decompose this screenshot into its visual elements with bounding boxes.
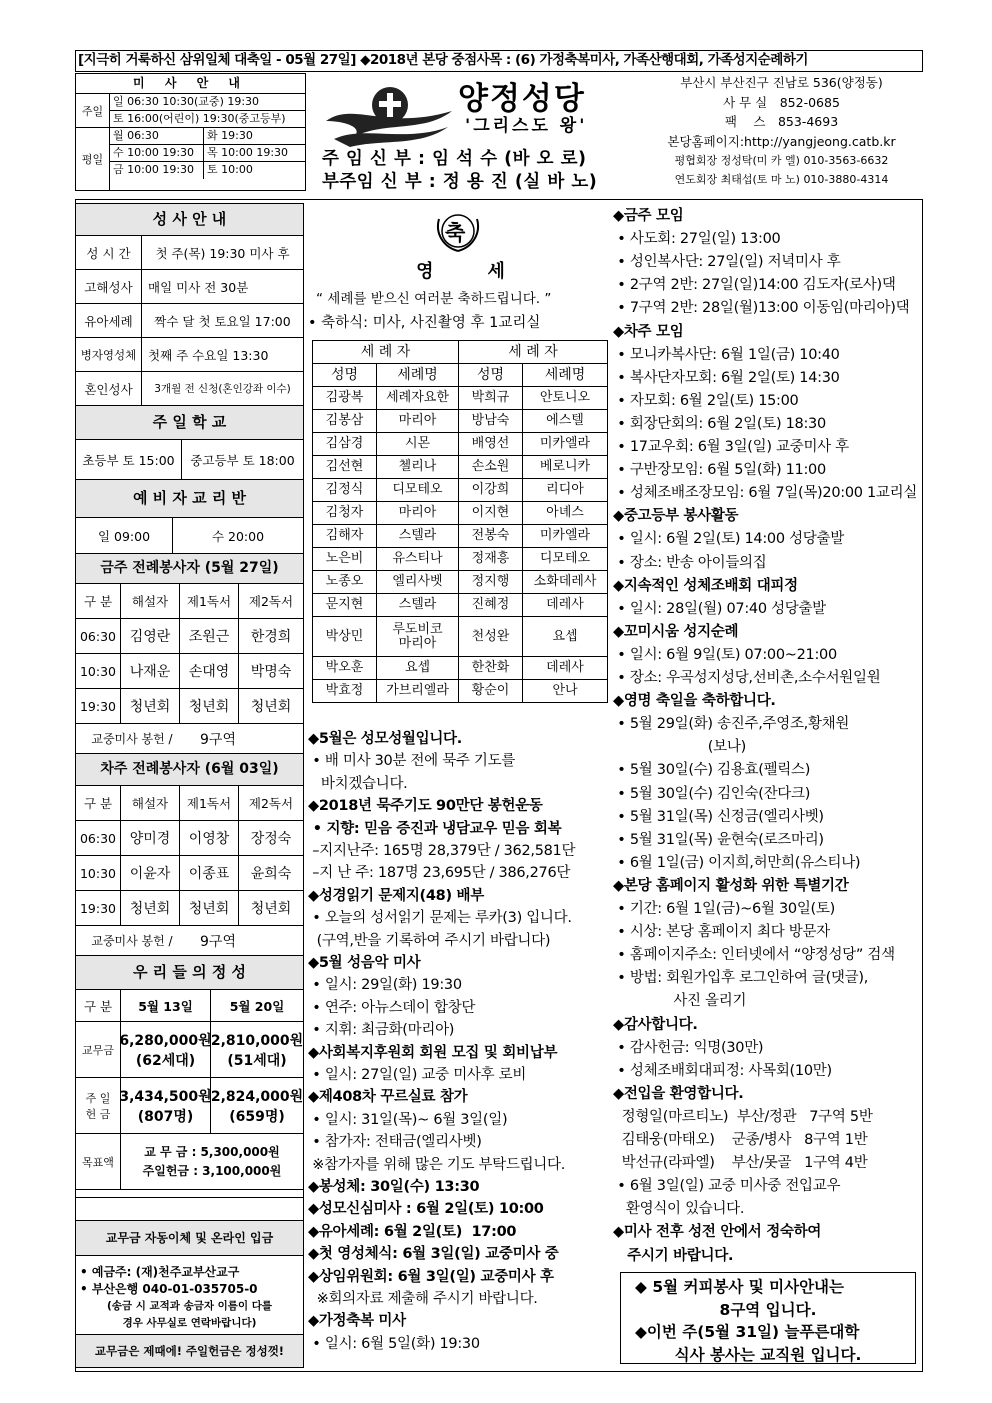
table-row: 김봉삼 마리아 방남숙 에스텔 [313, 410, 608, 433]
notice-line: • 5월 30일(수) 김용효(펠릭스) [613, 762, 811, 779]
notice-line: • 일시: 6월 2일(토) 14:00 성당출발 [613, 531, 844, 548]
notice-heading: ◆첫 영성체식: 6월 3일(일) 교중미사 중 [308, 1246, 559, 1263]
notice-line: 박선규(라파엘) 부산/못골 1구역 4반 [613, 1155, 868, 1172]
sunday-school-title: 주 일 학 교 [76, 406, 303, 440]
notice-line: • 지휘: 최금화(마리아) [308, 1022, 455, 1039]
notice-heading: ◆중고등부 봉사활동 [613, 508, 739, 525]
middle-column [308, 203, 613, 1368]
servers-row: 19:30 청년회 청년회 청년회 [76, 689, 303, 724]
notice-line: • 6월 3일(일) 교중 미사중 전입교우 [613, 1178, 841, 1195]
notice-line: (구역,반을 기록하여 주시기 바랍니다) [308, 932, 551, 949]
notice-line: 8구역 입니다. [719, 1300, 817, 1319]
notice-line: ※회의자료 제출해 주시기 바랍니다. [308, 1291, 538, 1307]
notice-heading: ◆미사 전후 성전 안에서 정숙하여 [613, 1224, 822, 1241]
notice-line: • 일시: 6월 9일(토) 07:00~21:00 [613, 646, 837, 663]
table-row: 김선현 첼리나 손소원 베로니카 [313, 456, 608, 479]
notice-heading: ◆상임위원회: 6월 3일(일) 교중미사 후 [308, 1268, 554, 1285]
pastor: 주 임 신 부 : 임 석 수 (바 오 로) [322, 149, 587, 169]
notice-line: • 감사헌금: 익명(30만) [613, 1039, 764, 1056]
offering-head: 구 분 5월 13일 5월 20일 [76, 990, 303, 1022]
notice-line: 정형일(마르티노) 부산/정관 7구역 5반 [613, 1108, 873, 1125]
notice-line: • 2구역 2반: 27일(일)14:00 김도자(로사)댁 [613, 277, 896, 294]
notice-line: • 성체조배회대피정: 사목회(10만) [613, 1062, 832, 1079]
servers-this-week-title: 금주 전례봉사자 (5월 27일) [76, 554, 303, 584]
servers-row: 06:30 양미경 이영창 장정숙 [76, 821, 303, 856]
notice-line: • 5월 31일(목) 신정금(엘리사벳) [613, 808, 824, 825]
sunday-school-row: 초등부 토 15:00 중고등부 토 18:00 [76, 440, 303, 480]
servers-head: 구 분 해설자 제1독서 제2독서 [76, 584, 303, 619]
table-row: 김삼경 시몬 배영선 미카엘라 [313, 433, 608, 456]
weekday-label: 평일 [76, 128, 110, 190]
notice-heading: ◆성모신심미사 : 6월 2일(토) 10:00 [308, 1201, 544, 1218]
sacrament-row: 성 시 간 첫 주(목) 19:30 미사 후 [76, 236, 303, 270]
notice-heading: ◆전입을 환영합니다. [613, 1085, 744, 1102]
servers-row: 06:30 김영란 조원근 한경희 [76, 619, 303, 654]
notice-line: • 복사단자모회: 6월 2일(토) 14:30 [613, 369, 840, 386]
table-row: 김청자 마리아 이지현 아녜스 [313, 502, 608, 525]
table-row: 김광복 세례자요한 박희규 안토니오 [313, 387, 608, 410]
right-column [613, 203, 923, 1368]
notice-heading: ◆사회복지후원회 회원 모집 및 회비납부 [308, 1044, 558, 1061]
notice-heading: ◆지속적인 성체조배회 대피정 [613, 577, 798, 594]
catechumen-row: 일 09:00 수 20:00 [76, 518, 303, 554]
notice-heading: ◆5월은 성모성월입니다. [308, 731, 462, 747]
sacraments-title: 성 사 안 내 [76, 204, 303, 236]
notice-heading: ◆차주 모임 [613, 323, 684, 340]
church-name: 양정성당 [458, 81, 586, 117]
sacrament-row: 혼인성사 3개월 전 신청(혼인강좌 이수) [76, 372, 303, 406]
notice-line: • 구반장모임: 6월 5일(화) 11:00 [613, 462, 826, 479]
sunday-label: 주일 [76, 94, 110, 128]
notice-line: 사진 올리기 [613, 993, 747, 1010]
mass-schedule [75, 73, 306, 191]
notice-heading: ◆영명 축일을 축하합니다. [613, 693, 776, 710]
notice-line: • 모니카복사단: 6월 1일(금) 10:40 [613, 346, 840, 363]
table-row: 박오훈 요셉 한찬화 데레사 [313, 657, 608, 680]
mass-row: 토 16:00(어린이) 19:30(중고등부) [110, 111, 305, 128]
mass-row: 일 06:30 10:30(교중) 19:30 [110, 94, 305, 111]
fax: 팩 스 853-4693 [724, 114, 839, 129]
notice-heading: ◆금주 모임 [613, 208, 684, 224]
notice-line: • 7구역 2반: 28일(월)13:00 이동임(마리아)댁 [613, 300, 910, 317]
notice-line: • 홈페이지주소: 인터넷에서 “양정성당” 검색 [613, 947, 895, 964]
notice-line: • 일시: 27일(일) 교중 미사후 로비 [308, 1067, 527, 1083]
offering-footer: 교무금은 제때에! 주일헌금은 정성껏! [76, 1334, 303, 1367]
church-header [318, 73, 630, 191]
catechumen-title: 예 비 자 교 리 반 [76, 480, 303, 518]
table-row: 박효정 가브리엘라 황순이 안나 [313, 680, 608, 703]
notice-line: • 성인복사단: 27일(일) 저녁미사 후 [613, 254, 841, 271]
mass-row: 금 10:00 19:30 토 10:00 [110, 162, 305, 179]
servers-head: 구 분 해설자 제1독서 제2독서 [76, 786, 303, 821]
sacrament-row: 고해성사 매일 미사 전 30분 [76, 270, 303, 304]
servers-row: 10:30 나재운 손대영 박명숙 [76, 654, 303, 689]
left-column [75, 203, 304, 1368]
tithe-row: 교무금 6,280,000원 (62세대) 2,810,000원 (51세대) [76, 1022, 303, 1078]
baptism-celebrate: • 축하식: 미사, 사진촬영 후 1교리실 [308, 315, 541, 331]
office-phone: 사 무 실 852-0685 [723, 94, 840, 110]
notice-line: • 일시: 6월 5일(화) 19:30 [308, 1335, 480, 1352]
notice-line: 김태웅(마태오) 군종/병사 8구역 1반 [613, 1132, 868, 1148]
baptism-greeting: “ 세례를 받으신 여러분 축하드립니다. ” [316, 291, 552, 307]
offer-row: 교중미사 봉헌 / 9구역 [76, 724, 303, 754]
table-row: 박상민 루도비코 마리아 천성완 요셉 [313, 617, 608, 657]
header-banner: [지극히 거룩하신 삼위일체 대축일 - 05월 27일] ◆2018년 본당 중점사목 : (6) 가정축복미사, 가족산행대회, 가족성지순례하기 [75, 50, 923, 72]
account-info: • 예금주: (재)천주교부산교구 • 부산은행 040-01-035705-0 (송금 시 교적과 송금자 이름이 다를 경우 사무실로 연락바랍니다) [80, 1265, 273, 1329]
baptism-table: 세 례 자 세 례 자 성명 세례명 성명 세례명 김광복 세례자요한 박희규 안토니오 김봉삼 마리아 방남숙 에스텔 김삼경 시몬 배영선 미카엘라 김선현 첼리나 손소원 베로니카 김정식 디모테오 이강희 리디아 김청자 마리아 이지현 아녜스 김해자 스텔라 전봉숙 미카엘라 노은비 유스티나 정재흥 디모테오 노종오 엘리사벳 정지행 소화데레사 문지현 스텔라 진혜정 데레사 박상민 루도비코 마리아 천성완 요셉 박오훈 요셉 한찬화 데레사 박효정 가브리엘라 황순이 안나 [312, 340, 608, 703]
notice-line: • 장소: 우곡성지성당,선비촌,소수서원일원 [613, 670, 881, 686]
notice-heading: 주시기 바랍니다. [613, 1247, 734, 1264]
notice-line: • 5월 31일(목) 윤현숙(로즈마리) [613, 831, 824, 848]
notice-line: • 연주: 아뉴스데이 합창단 [308, 999, 476, 1016]
notice-line: • 장소: 반송 아이들의집 [613, 554, 767, 571]
notice-line: • 자모회: 6월 2일(토) 15:00 [613, 392, 799, 409]
associate-pastor: 부주임 신 부 : 정 용 진 (실 바 노) [322, 172, 598, 192]
servers-row: 10:30 이윤자 이종표 윤희숙 [76, 856, 303, 891]
address: 부산시 부산진구 진남로 536(양정동) [680, 75, 883, 90]
notice-line: • 6월 1일(금) 이지희,허만희(유스티나) [613, 854, 861, 871]
notice-heading: ◆2018년 묵주기도 90만단 봉헌운동 [308, 798, 543, 815]
notice-line: • 17교우회: 6월 3일(일) 교중미사 후 [613, 439, 849, 455]
sacrament-row: 병자영성체 첫째 주 수요일 13:30 [76, 338, 303, 372]
baptism-title: 영 세 [416, 261, 505, 282]
table-row: 노은비 유스티나 정재흥 디모테오 [313, 548, 608, 571]
yeondo-president: 연도회장 최태섭(토 마 노) 010-3880-4314 [674, 173, 889, 186]
notice-line: • 5월 29일(화) 송진주,주영조,황채원 [613, 716, 850, 733]
notice-heading: ◆성경읽기 문제지(48) 배부 [308, 887, 484, 904]
notice-line: ◆이번 주(5월 31일) 늘푸른대학 [635, 1323, 860, 1341]
notice-line: • 방법: 회원가입후 로그인하여 글(댓글), [613, 970, 869, 987]
notice-line: • 회장단회의: 6월 2일(토) 18:30 [613, 415, 826, 432]
notice-line: 식사 봉사는 교직원 입니다. [674, 1345, 862, 1364]
notice-line: • 시상: 본당 홈페이지 최다 방문자 [613, 924, 830, 941]
notice-line: –지지난주: 165명 28,379단 / 362,581단 [308, 843, 576, 859]
service-notice-box [620, 1272, 916, 1364]
church-subtitle: '그리스도 왕' [465, 116, 588, 136]
table-row: 노종오 엘리사벳 정지행 소화데레사 [313, 571, 608, 594]
table-row: 김해자 스텔라 전봉숙 미카엘라 [313, 525, 608, 548]
table-row: 문지현 스텔라 진혜정 데레사 [313, 594, 608, 617]
notice-line: • 배 미사 30분 전에 묵주 기도를 [308, 753, 516, 770]
mass-row: 수 10:00 19:30 목 10:00 19:30 [110, 145, 305, 162]
notice-heading: ◆감사합니다. [613, 1016, 698, 1033]
notice-line: • 오늘의 성서읽기 문제는 루카(3) 입니다. [308, 910, 572, 927]
notice-line: • 5월 30일(수) 김인숙(잔다크) [613, 785, 811, 802]
notice-heading: ◆본당 홈페이지 활성화 위한 특별기간 [613, 877, 849, 894]
notice-line: • 일시: 29일(화) 19:30 [308, 977, 462, 994]
goal-row: 목표액 교 무 금 : 5,300,000원 주일헌금 : 3,100,000원 [76, 1134, 303, 1190]
notice-line: –지 난 주: 187명 23,695단 / 386,276단 [308, 865, 571, 882]
offering-title: 우 리 들 의 정 성 [76, 956, 303, 990]
notice-line: (보나) [613, 739, 746, 756]
notice-line: • 성체조배조장모임: 6월 7일(목)20:00 1교리실 [613, 485, 918, 502]
notice-heading: ◆5월 성음악 미사 [308, 955, 421, 971]
notice-line: 환영식이 있습니다. [613, 1201, 745, 1218]
notice-line: • 일시: 31일(목)~ 6월 3일(일) [308, 1111, 508, 1128]
notice-line: • 일시: 28일(월) 07:40 성당출발 [613, 600, 826, 617]
notice-line: 바치겠습니다. [308, 775, 408, 792]
contact-info [640, 73, 923, 189]
mass-title: 미 사 안 내 [76, 74, 305, 94]
sacrament-row: 유아세례 짝수 달 첫 토요일 17:00 [76, 304, 303, 338]
servers-row: 19:30 청년회 청년회 청년회 [76, 891, 303, 926]
notice-heading: ◆유아세례: 6월 2일(토) 17:00 [308, 1223, 517, 1240]
notice-line: ※참가자를 위해 많은 기도 부탁드립니다. [308, 1156, 566, 1173]
council-president: 평협회장 정성탁(미 카 엘) 010-3563-6632 [674, 154, 889, 167]
church-logo-icon [324, 81, 454, 149]
notice-heading: ◆꼬미시움 성지순례 [613, 623, 739, 640]
notice-heading: ◆봉성체: 30일(수) 13:30 [308, 1179, 480, 1195]
notice-line: • 참가자: 전태금(엘리사벳) [308, 1134, 482, 1151]
notice-heading: ◆제408차 꾸르실료 참가 [308, 1089, 468, 1106]
homepage-link[interactable]: 본당홈페이지:http://yangjeong.catb.kr [667, 133, 896, 149]
notice-heading: • 지향: 믿음 증진과 냉담교우 믿음 회복 [308, 820, 562, 837]
servers-next-week-title: 차주 전례봉사자 (6월 03일) [76, 754, 303, 786]
notice-line: • 기간: 6월 1일(금)~6월 30일(토) [613, 901, 835, 917]
notice-line: • 사도회: 27일(일) 13:00 [613, 231, 781, 248]
notice-line: ◆ 5월 커피봉사 및 미사안내는 [635, 1278, 844, 1296]
notice-heading: ◆가정축복 미사 [308, 1313, 406, 1330]
table-row: 김정식 디모테오 이강희 리디아 [313, 479, 608, 502]
transfer-title: 교무금 자동이체 및 온라인 입금 [76, 1220, 303, 1256]
mass-row: 월 06:30 화 19:30 [110, 128, 305, 145]
celebration-badge: 축 [445, 221, 466, 245]
sunday-collection-row: 주 일 헌 금 3,434,500원 (807명) 2,824,000원 (659명) [76, 1078, 303, 1134]
offer-row: 교중미사 봉헌 / 9구역 [76, 926, 303, 956]
